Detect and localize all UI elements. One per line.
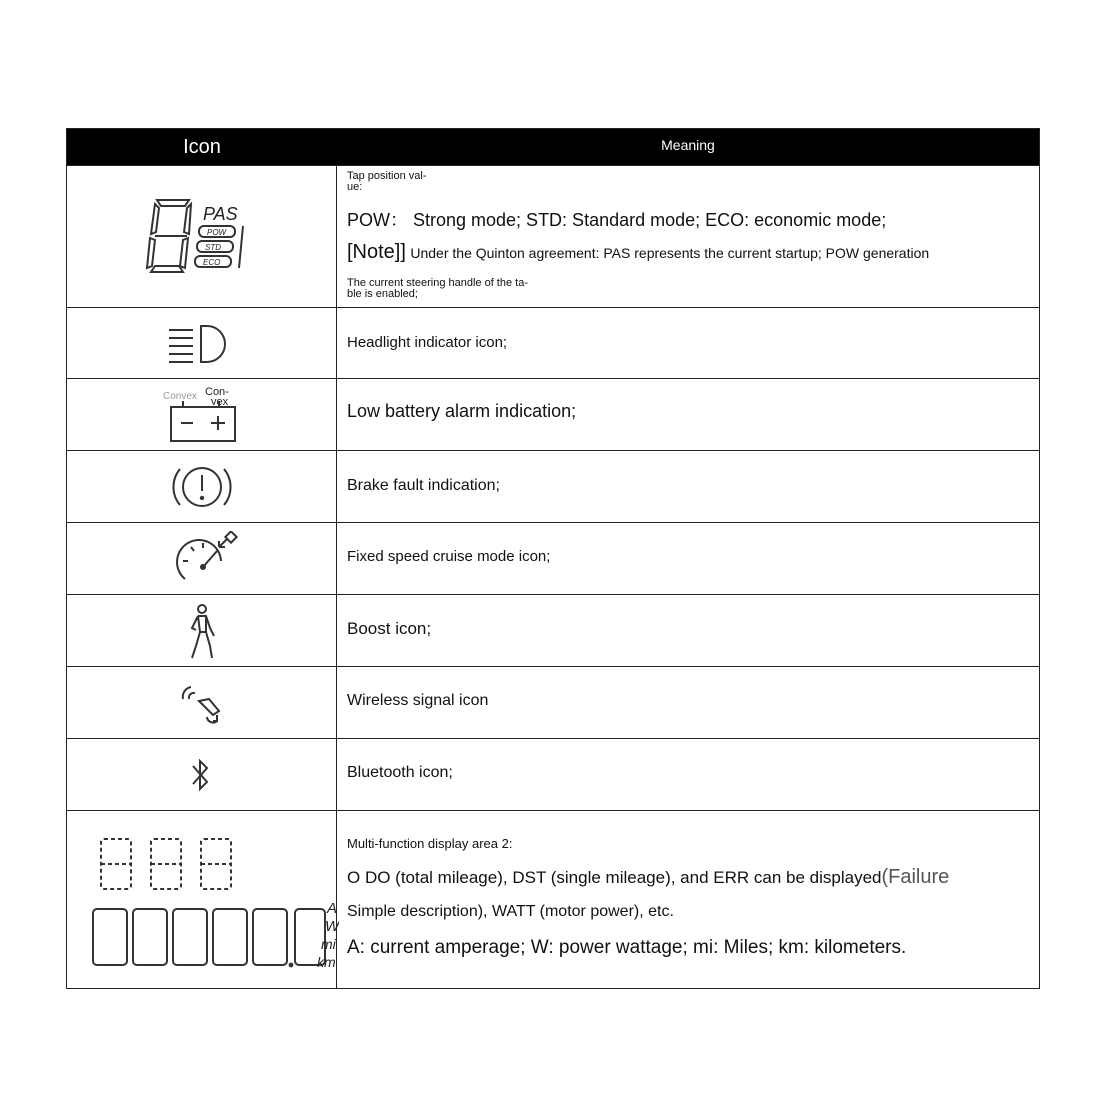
svg-text:PAS: PAS: [203, 204, 238, 224]
icon-cell: [67, 523, 337, 594]
meaning-text: ble is enabled;: [347, 288, 418, 300]
header-icon-cell: Icon: [183, 136, 221, 158]
meaning-text: ue:: [347, 181, 363, 193]
meaning-text: Multi-function display area 2:: [347, 836, 513, 851]
meaning-text: Tap position val-: [347, 170, 427, 182]
table-row: [67, 738, 1039, 810]
icon-cell: [67, 308, 337, 378]
icon-cell: [67, 739, 337, 810]
svg-text:W: W: [325, 918, 339, 935]
meaning-cell: [337, 308, 1039, 378]
battery-icon: [157, 385, 257, 445]
wireless-signal-icon: [177, 681, 227, 725]
svg-text:mi: mi: [321, 936, 336, 952]
meaning-text: Fixed speed cruise mode icon;: [347, 548, 551, 565]
svg-text:Con-: Con-: [205, 386, 229, 398]
icon-cell: [67, 811, 337, 988]
table-row: [67, 810, 1039, 988]
meaning-cell: [337, 739, 1039, 810]
svg-text:km: km: [317, 954, 336, 970]
segment-display-icon: [89, 825, 339, 975]
walk-boost-icon: [182, 602, 222, 660]
headlight-icon: [167, 322, 237, 366]
meaning-text: Low battery alarm indication;: [347, 401, 577, 421]
meaning-text: Brake fault indication;: [347, 477, 500, 494]
meaning-text: A: current amperage; W: power wattage; mi: Miles; km: kilometers.: [347, 937, 907, 958]
note-label: [Note]]: [347, 241, 406, 263]
meaning-text-part: (Failure: [881, 866, 950, 888]
bluetooth-icon: [189, 755, 213, 795]
meaning-text: POW： Strong mode; STD: Standard mode; ECO: economic mode;: [347, 210, 887, 230]
meaning-cell: [337, 667, 1039, 738]
note-text: Under the Quinton agreement: PAS represents the current startup; POW generation: [410, 245, 930, 261]
meaning-text: Bluetooth icon;: [347, 764, 453, 781]
meaning-cell: [337, 811, 1039, 988]
meaning-text: [347, 866, 949, 889]
svg-text:POW: POW: [207, 228, 227, 237]
table-row: [67, 165, 1039, 307]
meaning-cell: [337, 166, 1039, 307]
table-row: [67, 522, 1039, 594]
meaning-text: Wireless signal icon: [347, 692, 489, 709]
meaning-text-part: O DO (total mileage), DST (single mileage), and ERR can be displayed: [347, 868, 882, 887]
meaning-text: [347, 241, 929, 264]
svg-text:ECO: ECO: [203, 258, 221, 267]
svg-text:A: A: [327, 900, 338, 917]
table-row: [67, 594, 1039, 666]
meaning-text: The current steering handle of the ta-: [347, 277, 528, 289]
svg-text:STD: STD: [205, 243, 221, 252]
meaning-cell: [337, 451, 1039, 522]
brake-warning-icon: [170, 459, 234, 515]
header-meaning-cell: Meaning: [661, 137, 715, 153]
table-row: [67, 378, 1039, 450]
table-header: [67, 129, 1039, 165]
icon-cell: [67, 379, 337, 450]
meaning-cell: [337, 595, 1039, 666]
meaning-text: Headlight indicator icon;: [347, 334, 508, 351]
table-row: [67, 450, 1039, 522]
icon-cell: [67, 451, 337, 522]
meaning-cell: [337, 379, 1039, 450]
table-row: [67, 307, 1039, 378]
icon-cell: [67, 166, 337, 307]
table-row: [67, 666, 1039, 738]
icon-meaning-table: [66, 128, 1040, 989]
cruise-speedometer-icon: [173, 531, 243, 591]
svg-text:vex: vex: [211, 396, 229, 408]
icon-cell: [67, 595, 337, 666]
pas-gear-display-icon: [143, 196, 273, 276]
icon-cell: [67, 667, 337, 738]
svg-text:Convex: Convex: [163, 391, 197, 402]
meaning-text: Boost icon;: [347, 619, 432, 638]
meaning-text: Simple description), WATT (motor power), etc.: [347, 903, 674, 920]
meaning-cell: [337, 523, 1039, 594]
